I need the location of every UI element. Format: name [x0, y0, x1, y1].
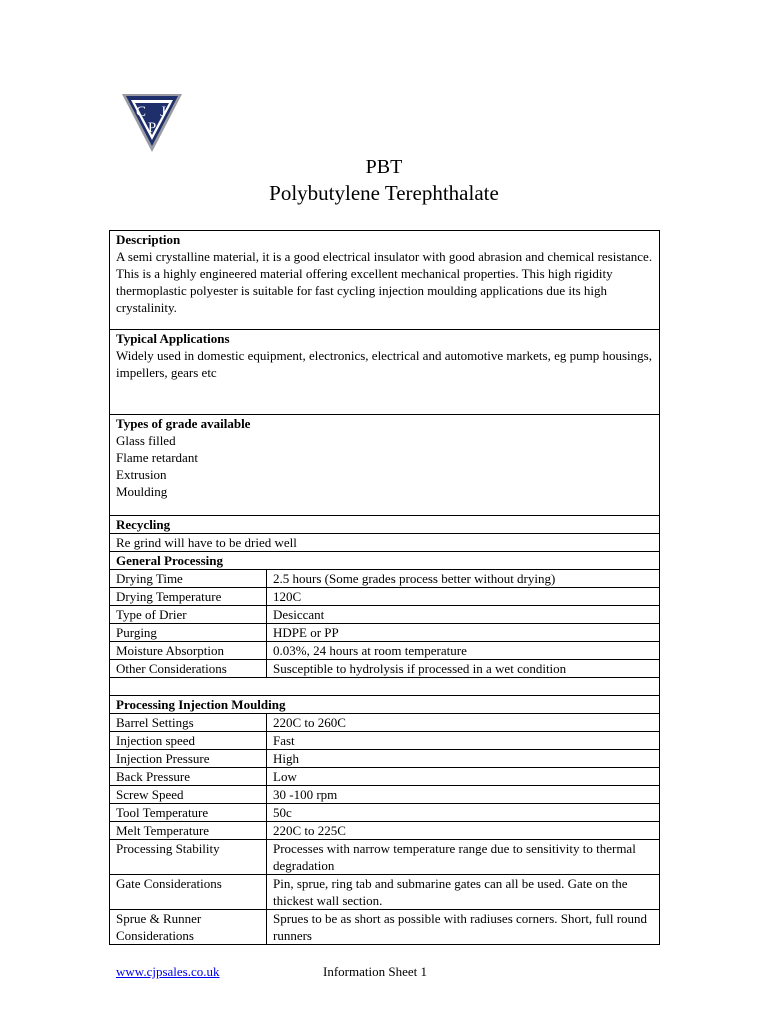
recycling-heading-row	[110, 516, 660, 534]
applications-heading: Typical Applications	[116, 331, 230, 346]
property-value: Fast	[267, 732, 660, 750]
property-value: Low	[267, 768, 660, 786]
table-row	[110, 588, 660, 606]
property-value: 220C to 225C	[267, 822, 660, 840]
property-value: 120C	[267, 588, 660, 606]
table-row	[110, 570, 660, 588]
description-heading: Description	[116, 232, 181, 247]
table-row	[110, 714, 660, 732]
property-value: Susceptible to hydrolysis if processed in a wet condition	[267, 660, 660, 678]
applications-row	[110, 330, 660, 415]
grades-heading: Types of grade available	[116, 416, 251, 431]
table-row	[110, 750, 660, 768]
property-value: 30 -100 rpm	[267, 786, 660, 804]
footer-website-link[interactable]: www.cjpsales.co.uk	[116, 964, 220, 979]
general-processing-heading: General Processing	[110, 552, 660, 570]
injection-heading-row	[110, 696, 660, 714]
property-value: Pin, sprue, ring tab and submarine gates can all be used. Gate on the thickest wall section.	[267, 875, 660, 910]
property-label: Purging	[110, 624, 267, 642]
grades-row	[110, 415, 660, 516]
property-label: Drying Temperature	[110, 588, 267, 606]
recycling-text-row	[110, 534, 660, 552]
property-label: Type of Drier	[110, 606, 267, 624]
title-abbreviation: PBT	[365, 156, 403, 178]
info-table	[109, 230, 660, 945]
table-row	[110, 732, 660, 750]
property-label: Screw Speed	[110, 786, 267, 804]
property-value: Desiccant	[267, 606, 660, 624]
table-row	[110, 840, 660, 875]
logo-letter-p: P	[147, 120, 157, 136]
property-value: 0.03%, 24 hours at room temperature	[267, 642, 660, 660]
property-label: Back Pressure	[110, 768, 267, 786]
table-row	[110, 768, 660, 786]
property-label: Injection Pressure	[110, 750, 267, 768]
logo-letter-j: J	[160, 104, 166, 120]
recycling-heading: Recycling	[110, 516, 660, 534]
property-label: Melt Temperature	[110, 822, 267, 840]
table-row	[110, 804, 660, 822]
property-label: Drying Time	[110, 570, 267, 588]
property-label: Other Considerations	[110, 660, 267, 678]
grade-item: Extrusion	[116, 467, 167, 482]
injection-moulding-heading: Processing Injection Moulding	[110, 696, 660, 714]
applications-text: Widely used in domestic equipment, electronics, electrical and automotive markets, eg pump housings, impellers, gears etc	[116, 348, 652, 380]
property-value: Processes with narrow temperature range due to sensitivity to thermal degradation	[267, 840, 660, 875]
table-row	[110, 822, 660, 840]
footer-sheet-number: Information Sheet 1	[323, 964, 427, 979]
table-row	[110, 875, 660, 910]
property-label: Sprue & Runner Considerations	[110, 910, 267, 945]
description-row	[110, 231, 660, 330]
property-value: High	[267, 750, 660, 768]
spacer-row	[110, 678, 660, 696]
property-label: Injection speed	[110, 732, 267, 750]
table-row	[110, 606, 660, 624]
property-label: Gate Considerations	[110, 875, 267, 910]
property-label: Moisture Absorption	[110, 642, 267, 660]
property-value: Sprues to be as short as possible with radiuses corners. Short, full round runners	[267, 910, 660, 945]
description-text: A semi crystalline material, it is a good electrical insulator with good abrasion and chemical resistance. This is a highly engineered material offering excellent mechanical properties. This high rigidity thermoplastic polyester is suitable for fast cycling injection moulding applications due its high crystalinity.	[116, 249, 653, 315]
property-label: Barrel Settings	[110, 714, 267, 732]
grade-item: Moulding	[116, 484, 168, 499]
table-row	[110, 624, 660, 642]
property-value: 220C to 260C	[267, 714, 660, 732]
property-value: 50c	[267, 804, 660, 822]
property-value: HDPE or PP	[267, 624, 660, 642]
table-row	[110, 910, 660, 945]
property-label: Processing Stability	[110, 840, 267, 875]
table-row	[110, 660, 660, 678]
property-label: Tool Temperature	[110, 804, 267, 822]
title-full-name: Polybutylene Terephthalate	[269, 181, 499, 205]
cjp-logo	[120, 90, 184, 154]
recycling-text: Re grind will have to be dried well	[110, 534, 660, 552]
grade-item: Flame retardant	[116, 450, 198, 465]
table-row	[110, 642, 660, 660]
table-row	[110, 786, 660, 804]
general-heading-row	[110, 552, 660, 570]
grade-item: Glass filled	[116, 433, 176, 448]
logo-letter-c: C	[135, 104, 147, 120]
property-value: 2.5 hours (Some grades process better without drying)	[267, 570, 660, 588]
